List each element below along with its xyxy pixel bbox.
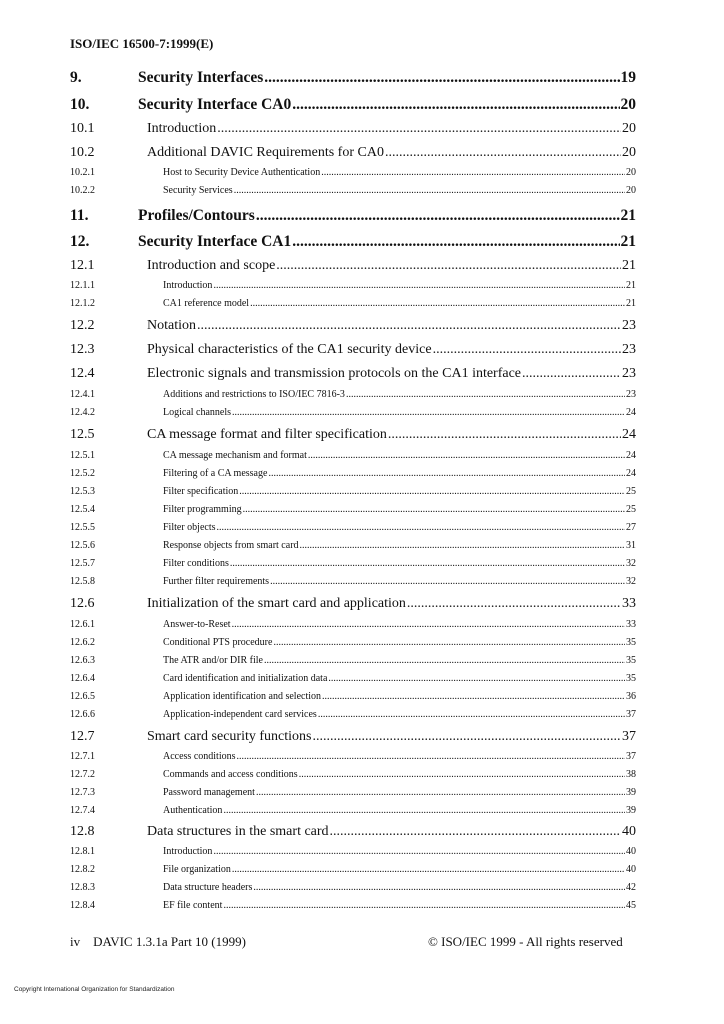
dot-leader	[232, 864, 625, 875]
toc-entry-page: 23	[622, 318, 636, 333]
toc-entry-title: Introduction and scope	[147, 258, 276, 273]
toc-entry[interactable]	[70, 96, 636, 114]
dot-leader	[232, 407, 625, 418]
toc-entry-title: Filtering of a CA message	[163, 468, 268, 479]
dot-leader	[256, 207, 620, 225]
toc-entry-page: 45	[626, 900, 636, 911]
toc-entry-page: 20	[622, 121, 636, 136]
dot-leader	[230, 558, 625, 569]
toc-entry-number: 12.6.2	[70, 637, 95, 648]
toc-entry[interactable]	[70, 540, 636, 551]
toc-entry-page: 33	[622, 596, 636, 611]
toc-entry-number: 12.6.1	[70, 619, 95, 630]
toc-entry-number: 12.5	[70, 427, 95, 442]
toc-entry-number: 12.7.3	[70, 787, 95, 798]
toc-entry-title: Access conditions	[163, 751, 236, 762]
dot-leader	[322, 691, 625, 702]
dot-leader	[213, 846, 625, 857]
toc-entry-title: Commands and access conditions	[163, 769, 298, 780]
dot-leader	[321, 167, 625, 178]
toc-entry[interactable]	[70, 522, 636, 533]
toc-entry[interactable]	[70, 596, 636, 612]
toc-entry-page: 23	[622, 342, 636, 357]
toc-entry[interactable]	[70, 389, 636, 400]
toc-entry-page: 31	[626, 540, 636, 551]
toc-entry[interactable]	[70, 167, 636, 178]
dot-leader	[292, 233, 619, 251]
toc-entry-title: CA1 reference model	[163, 298, 250, 309]
toc-entry-title: Filter conditions	[163, 558, 229, 569]
toc-entry[interactable]	[70, 318, 636, 334]
toc-entry-number: 12.5.2	[70, 468, 95, 479]
toc-entry-title: Security Interface CA1	[138, 233, 292, 250]
toc-entry-number: 12.7.4	[70, 805, 95, 816]
toc-entry-title: Electronic signals and transmission protocols on the CA1 interface	[147, 366, 522, 381]
dot-leader	[268, 468, 625, 479]
dot-leader	[433, 342, 621, 358]
toc-entry[interactable]	[70, 576, 636, 587]
toc-entry-number: 12.1.1	[70, 280, 95, 291]
toc-entry[interactable]	[70, 558, 636, 569]
toc-entry-number: 12.5.8	[70, 576, 95, 587]
dot-leader	[234, 185, 625, 196]
toc-entry[interactable]	[70, 145, 636, 161]
toc-entry-title: Smart card security functions	[147, 729, 312, 744]
toc-entry-title: Security Interfaces	[138, 69, 264, 86]
toc-entry-page: 24	[626, 468, 636, 479]
toc-entry-title: Response objects from smart card	[163, 540, 299, 551]
toc-entry[interactable]	[70, 900, 636, 911]
dot-leader	[308, 450, 625, 461]
dot-leader	[299, 769, 625, 780]
toc-entry-number: 11.	[70, 207, 89, 224]
toc-entry-page: 35	[626, 637, 636, 648]
toc-entry-title: Profiles/Contours	[138, 207, 255, 224]
dot-leader	[250, 298, 625, 309]
toc-entry[interactable]	[70, 637, 636, 648]
toc-entry-title: Data structure headers	[163, 882, 253, 893]
toc-entry[interactable]	[70, 769, 636, 780]
toc-entry-number: 12.5.4	[70, 504, 95, 515]
toc-entry-number: 12.4.2	[70, 407, 95, 418]
dot-leader	[223, 900, 625, 911]
toc-entry-page: 24	[626, 450, 636, 461]
toc-entry-number: 10.1	[70, 121, 95, 136]
toc-entry-page: 20	[620, 96, 636, 113]
toc-entry-title: CA message format and filter specification	[147, 427, 387, 442]
toc-entry-title: Introduction	[163, 846, 213, 857]
toc-entry-number: 12.8.4	[70, 900, 95, 911]
toc-entry-title: Filter programming	[163, 504, 242, 515]
toc-entry-page: 35	[626, 655, 636, 666]
toc-entry-title: CA message mechanism and format	[163, 450, 307, 461]
toc-entry-title: Further filter requirements	[163, 576, 270, 587]
toc-entry-number: 12.8.1	[70, 846, 95, 857]
toc-entry[interactable]	[70, 805, 636, 816]
dot-leader	[213, 280, 625, 291]
toc-entry[interactable]	[70, 751, 636, 762]
toc-entry-number: 10.	[70, 96, 90, 113]
toc-entry-number: 12.2	[70, 318, 95, 333]
toc-entry-number: 12.6.3	[70, 655, 95, 666]
toc-entry[interactable]	[70, 864, 636, 875]
toc-entry-page: 24	[626, 407, 636, 418]
toc-entry[interactable]	[70, 729, 636, 745]
footer-right: © ISO/IEC 1999 - All rights reserved	[428, 934, 623, 949]
toc-entry-title: Initialization of the smart card and application	[147, 596, 406, 611]
toc-entry[interactable]	[70, 121, 636, 137]
dot-leader	[237, 751, 626, 762]
toc-entry-page: 21	[622, 258, 636, 273]
dot-leader	[264, 69, 619, 87]
toc-entry[interactable]	[70, 882, 636, 893]
toc-entry[interactable]	[70, 280, 636, 291]
toc-entry-number: 12.	[70, 233, 90, 250]
copyright-notice: Copyright International Organization for Standardization	[14, 986, 175, 993]
dot-leader	[243, 504, 625, 515]
dot-leader	[264, 655, 625, 666]
toc-entry-number: 12.7	[70, 729, 95, 744]
toc-entry-title: Introduction	[163, 280, 213, 291]
dot-leader	[300, 540, 625, 551]
toc-entry-title: Conditional PTS procedure	[163, 637, 273, 648]
dot-leader	[217, 121, 621, 137]
toc-entry-page: 35	[626, 673, 636, 684]
toc-entry-page: 24	[622, 427, 636, 442]
dot-leader	[385, 145, 621, 161]
toc-entry-number: 12.6.6	[70, 709, 95, 720]
dot-leader	[346, 389, 625, 400]
toc-entry[interactable]	[70, 468, 636, 479]
toc-entry-page: 21	[620, 233, 636, 250]
toc-entry[interactable]	[70, 427, 636, 443]
toc-entry[interactable]	[70, 69, 636, 87]
dot-leader	[330, 824, 621, 840]
toc-entry-page: 25	[626, 486, 636, 497]
toc-entry-page: 20	[626, 185, 636, 196]
toc-entry-number: 12.6.4	[70, 673, 95, 684]
toc-entry-number: 12.5.3	[70, 486, 95, 497]
toc-entry[interactable]	[70, 504, 636, 515]
toc-entry-number: 12.1	[70, 258, 95, 273]
toc-entry-title: Host to Security Device Authentication	[163, 167, 321, 178]
toc-entry[interactable]	[70, 207, 636, 225]
dot-leader	[292, 96, 619, 114]
dot-leader	[388, 427, 621, 443]
toc-entry-page: 39	[626, 787, 636, 798]
toc-entry[interactable]	[70, 619, 636, 630]
toc-entry-page: 27	[626, 522, 636, 533]
toc-entry-number: 12.4	[70, 366, 95, 381]
footer-left: iv DAVIC 1.3.1a Part 10 (1999)	[70, 934, 246, 949]
toc-entry-page: 23	[626, 389, 636, 400]
toc-entry-page: 37	[626, 751, 636, 762]
toc-entry[interactable]	[70, 709, 636, 720]
dot-leader	[223, 805, 625, 816]
toc-entry-title: Application-independent card services	[163, 709, 317, 720]
toc-entry-title: Physical characteristics of the CA1 security device	[147, 342, 432, 357]
toc-entry-page: 36	[626, 691, 636, 702]
toc-entry-page: 32	[626, 576, 636, 587]
dot-leader	[318, 709, 625, 720]
document-header: ISO/IEC 16500-7:1999(E)	[70, 36, 214, 51]
toc-entry-title: Application identification and selection	[163, 691, 322, 702]
toc-entry-number: 9.	[70, 69, 82, 86]
toc-entry-page: 32	[626, 558, 636, 569]
toc-entry-number: 12.6.5	[70, 691, 95, 702]
toc-entry-page: 20	[626, 167, 636, 178]
toc-entry[interactable]	[70, 655, 636, 666]
toc-entry-title: The ATR and/or DIR file	[163, 655, 263, 666]
toc-entry-number: 12.8	[70, 824, 95, 839]
toc-entry[interactable]	[70, 233, 636, 251]
dot-leader	[312, 729, 621, 745]
toc-entry-number: 12.1.2	[70, 298, 95, 309]
toc-entry[interactable]	[70, 366, 636, 382]
toc-entry[interactable]	[70, 824, 636, 840]
toc-entry[interactable]	[70, 486, 636, 497]
toc-entry-number: 10.2.2	[70, 185, 95, 196]
toc-entry-page: 21	[620, 207, 636, 224]
toc-entry-page: 42	[626, 882, 636, 893]
toc-entry-page: 37	[622, 729, 636, 744]
toc-entry-number: 12.4.1	[70, 389, 95, 400]
toc-entry-title: Additional DAVIC Requirements for CA0	[147, 145, 384, 160]
toc-entry-page: 21	[626, 298, 636, 309]
toc-entry[interactable]	[70, 450, 636, 461]
dot-leader	[232, 619, 625, 630]
toc-entry[interactable]	[70, 298, 636, 309]
toc-entry-page: 23	[622, 366, 636, 381]
toc-entry-page: 21	[626, 280, 636, 291]
toc-entry-page: 40	[626, 864, 636, 875]
toc-entry-title: Additions and restrictions to ISO/IEC 7816-3	[163, 389, 345, 400]
dot-leader	[256, 787, 625, 798]
toc-entry-number: 10.2	[70, 145, 95, 160]
toc-entry-title: Filter objects	[163, 522, 216, 533]
toc-entry[interactable]	[70, 185, 636, 196]
toc-entry-page: 38	[626, 769, 636, 780]
toc-entry-number: 12.8.3	[70, 882, 95, 893]
toc-entry-title: Logical channels	[163, 407, 232, 418]
toc-entry[interactable]	[70, 787, 636, 798]
toc-entry-page: 20	[622, 145, 636, 160]
dot-leader	[522, 366, 621, 382]
toc-entry-page: 37	[626, 709, 636, 720]
toc-entry-page: 19	[620, 69, 636, 86]
toc-entry-title: Authentication	[163, 805, 223, 816]
dot-leader	[328, 673, 625, 684]
toc-entry-title: Data structures in the smart card	[147, 824, 329, 839]
toc-entry-title: Card identification and initialization data	[163, 673, 328, 684]
toc-entry-number: 12.5.7	[70, 558, 95, 569]
toc-entry-page: 25	[626, 504, 636, 515]
dot-leader	[270, 576, 625, 587]
toc-entry-title: EF file content	[163, 900, 223, 911]
dot-leader	[239, 486, 625, 497]
toc-entry-number: 12.6	[70, 596, 95, 611]
toc-entry-page: 33	[626, 619, 636, 630]
toc-entry-title: Security Services	[163, 185, 233, 196]
dot-leader	[407, 596, 621, 612]
toc-entry-page: 40	[626, 846, 636, 857]
toc-entry-page: 40	[622, 824, 636, 839]
toc-entry-number: 12.7.1	[70, 751, 95, 762]
toc-entry[interactable]	[70, 342, 636, 358]
toc-entry-number: 12.5.6	[70, 540, 95, 551]
toc-entry[interactable]	[70, 258, 636, 274]
toc-entry-title: Introduction	[147, 121, 217, 136]
toc-entry-number: 12.3	[70, 342, 95, 357]
toc-entry-number: 10.2.1	[70, 167, 95, 178]
dot-leader	[197, 318, 621, 334]
dot-leader	[217, 522, 626, 533]
dot-leader	[253, 882, 625, 893]
toc-entry-number: 12.8.2	[70, 864, 95, 875]
toc-entry[interactable]	[70, 691, 636, 702]
toc-entry[interactable]	[70, 673, 636, 684]
toc-entry-title: Password management	[163, 787, 255, 798]
toc-entry-title: Notation	[147, 318, 196, 333]
toc-entry-title: Filter specification	[163, 486, 239, 497]
toc-entry-title: Security Interface CA0	[138, 96, 292, 113]
toc-entry-number: 12.5.1	[70, 450, 95, 461]
dot-leader	[273, 637, 625, 648]
toc-entry[interactable]	[70, 846, 636, 857]
dot-leader	[276, 258, 621, 274]
toc-entry-title: Answer-to-Reset	[163, 619, 231, 630]
toc-entry-page: 39	[626, 805, 636, 816]
toc-entry-number: 12.5.5	[70, 522, 95, 533]
toc-entry[interactable]	[70, 407, 636, 418]
toc-entry-number: 12.7.2	[70, 769, 95, 780]
toc-entry-title: File organization	[163, 864, 231, 875]
